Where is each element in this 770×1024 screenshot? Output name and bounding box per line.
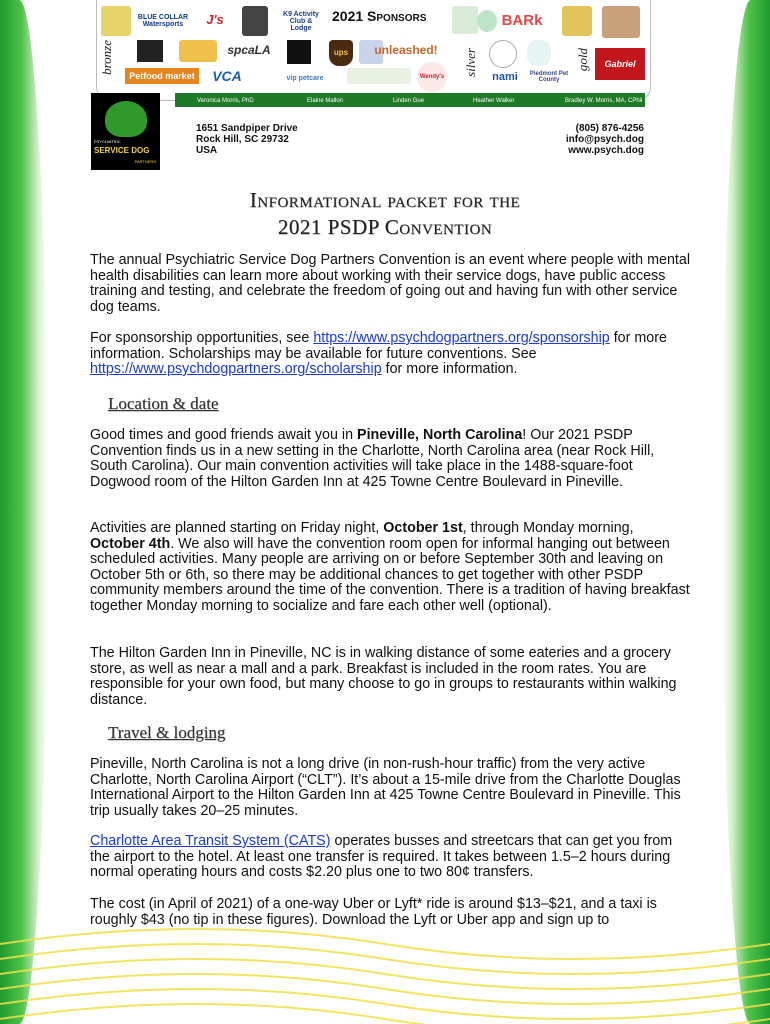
contact-info	[566, 123, 644, 156]
sponsor-logo: ups	[329, 40, 353, 66]
sponsor-logo	[602, 6, 640, 38]
bold-text: October 4th	[90, 535, 171, 552]
logo-line2: SERVICE DOG	[94, 146, 150, 155]
intro-paragraph: The annual Psychiatric Service Dog Partners Convention is an event where people with mental health disabilities can learn more about working with their service dogs, have public access training and testing, and celebrate the freedom of going out and having fun with other service dog teams.	[90, 252, 690, 315]
sponsor-logo: J's	[206, 11, 224, 27]
sponsor-logo	[489, 40, 517, 68]
right-green-border	[722, 0, 770, 1024]
bold-text: Pineville, North Carolina	[357, 427, 523, 443]
sponsor-logo	[137, 40, 163, 62]
activities-paragraph	[90, 521, 690, 614]
address-city: Rock Hill, SC 29732	[196, 134, 289, 145]
document-title-line1: Informational packet for the	[249, 188, 521, 212]
sponsor-logo	[179, 40, 217, 62]
section-heading-location: Location & date	[108, 394, 219, 413]
sponsor-logo	[242, 6, 268, 36]
text: for more information. Scholarships may be available for future conventions. See	[90, 330, 667, 362]
cost-paragraph: The cost (in April of 2021) of a one-way Uber or Lyft* ride is around $13–$21, and a taxi is roughly $43 (no tip in these figures). Download the Lyft or Uber app and sign up to	[90, 896, 657, 928]
board-of-directors-bar	[175, 93, 645, 107]
text: Good times and good friends await you in	[90, 427, 358, 443]
sponsor-logo	[452, 6, 478, 34]
sponsor-logo: BLUE COLLAR Watersports	[137, 14, 189, 28]
sponsor-logo: Gabriel	[595, 48, 645, 80]
text: . We also will have the convention room open for informal hanging out between scheduled activities. Many people are arriving on or before September 30th and leaving on October 5th or 6th, so there may be additional chances to get together with other PSDP community members around the time of the convention. There is a tradition of having breakfast together Monday morning to socialize and fare each other well (optional).	[90, 535, 690, 614]
sponsor-logo: vip petcare	[286, 74, 324, 82]
sponsorship-link[interactable]: https://www.psychdogpartners.org/sponsorship	[313, 330, 610, 346]
sponsor-logo	[287, 40, 311, 64]
text: ! Our 2021 PSDP Convention finds us in a new setting in the Charlotte, North Carolina area (near Rock Hill, South Carolina). Our main convention activities will take place in the 1488-square-foot Dogwood room of the Hilton Garden Inn at 425 Towne Centre Boulevard in Pineville.	[90, 427, 655, 490]
sponsor-logo	[527, 40, 551, 66]
board-member: Heather Walker	[473, 98, 515, 104]
text: For sponsorship opportunities, see	[90, 330, 314, 346]
sponsor-logo: unleashed!	[374, 43, 438, 57]
tier-silver-label: silver	[463, 48, 478, 77]
sponsor-logo: Piedmont Pet County	[529, 71, 569, 83]
text: operates busses and streetcars that can get you from the airport to the hotel. At least one transfer is required. It takes between 1.5–2 hours during normal operating hours and costs $2.20 plus one to two 80¢ transfers.	[90, 833, 673, 880]
bold-text: October 1st	[383, 520, 463, 536]
psdp-logo	[91, 93, 160, 170]
logo-line1: PSYCHIATRIC	[94, 139, 121, 144]
location-paragraph	[90, 428, 690, 490]
sponsor-logo	[477, 10, 497, 32]
sponsor-logo: VCA	[212, 68, 242, 84]
sponsor-logo: Wendy's	[417, 62, 447, 92]
board-member: Linden Gue	[393, 98, 425, 104]
text: , through Monday morning,	[462, 520, 634, 536]
cats-paragraph	[90, 834, 690, 881]
sponsor-logo: BARk	[501, 11, 543, 29]
text: Activities are planned starting on Friday night,	[90, 520, 384, 536]
travel-paragraph: Pineville, North Carolina is not a long drive (in non-rush-hour traffic) from the very active Charlotte, North Carolina Airport (“CLT”). It’s about a 15-mile drive from the Charlotte Douglas International Airport to the Hilton Garden Inn at 425 Towne Centre Boulevard in Pineville. This trip usually takes 20–25 minutes.	[90, 756, 681, 819]
contact-website: www.psych.dog	[568, 145, 644, 156]
sponsor-logo	[101, 6, 131, 36]
contact-phone: (805) 876-4256	[575, 123, 644, 134]
contact-email: info@psych.dog	[565, 134, 644, 145]
sponsor-logo: Petfood market	[125, 68, 199, 84]
cats-link[interactable]: Charlotte Area Transit System (CATS)	[90, 833, 331, 849]
board-member: Bradley W. Morris, MA, CPhil	[565, 98, 643, 104]
address-country: USA	[196, 145, 218, 156]
dog-silhouette-icon	[105, 101, 147, 137]
sponsor-logo	[347, 68, 411, 84]
logo-line3: PARTNERS	[134, 159, 156, 164]
address-street: 1651 Sandpiper Drive	[196, 123, 298, 134]
sponsor-logo: K9 Activity Club & Lodge	[283, 10, 319, 32]
board-member: Elaine Mallon	[307, 98, 344, 104]
tier-bronze-label: bronze	[99, 40, 114, 75]
sponsor-logo: nami	[492, 70, 518, 83]
sponsor-logo: spcaLA	[227, 43, 271, 57]
left-green-border	[0, 0, 48, 1024]
hilton-paragraph: The Hilton Garden Inn in Pineville, NC is in walking distance of some eateries and a grocery store, as well as near a mall and a park. Breakfast is included in the room rates. You are responsible for your own food, but many choose to go in groups to restaurants within walking distance.	[90, 645, 677, 708]
sponsor-logo	[562, 6, 592, 36]
sponsors-title: 2021 Sponsors	[332, 8, 427, 24]
mailing-address	[196, 123, 298, 156]
tier-gold-label: gold	[575, 48, 590, 72]
sponsorship-paragraph	[90, 331, 690, 378]
board-member: Veronica Morris, PhD	[197, 98, 254, 104]
scholarship-link[interactable]: https://www.psychdogpartners.org/scholarship	[90, 361, 382, 377]
bottom-wave-decoration	[0, 914, 770, 1024]
document-title-line2: 2021 PSDP Convention	[277, 215, 493, 239]
sponsor-banner	[96, 0, 651, 101]
section-heading-travel: Travel & lodging	[108, 723, 226, 742]
text: for more information.	[381, 361, 518, 377]
